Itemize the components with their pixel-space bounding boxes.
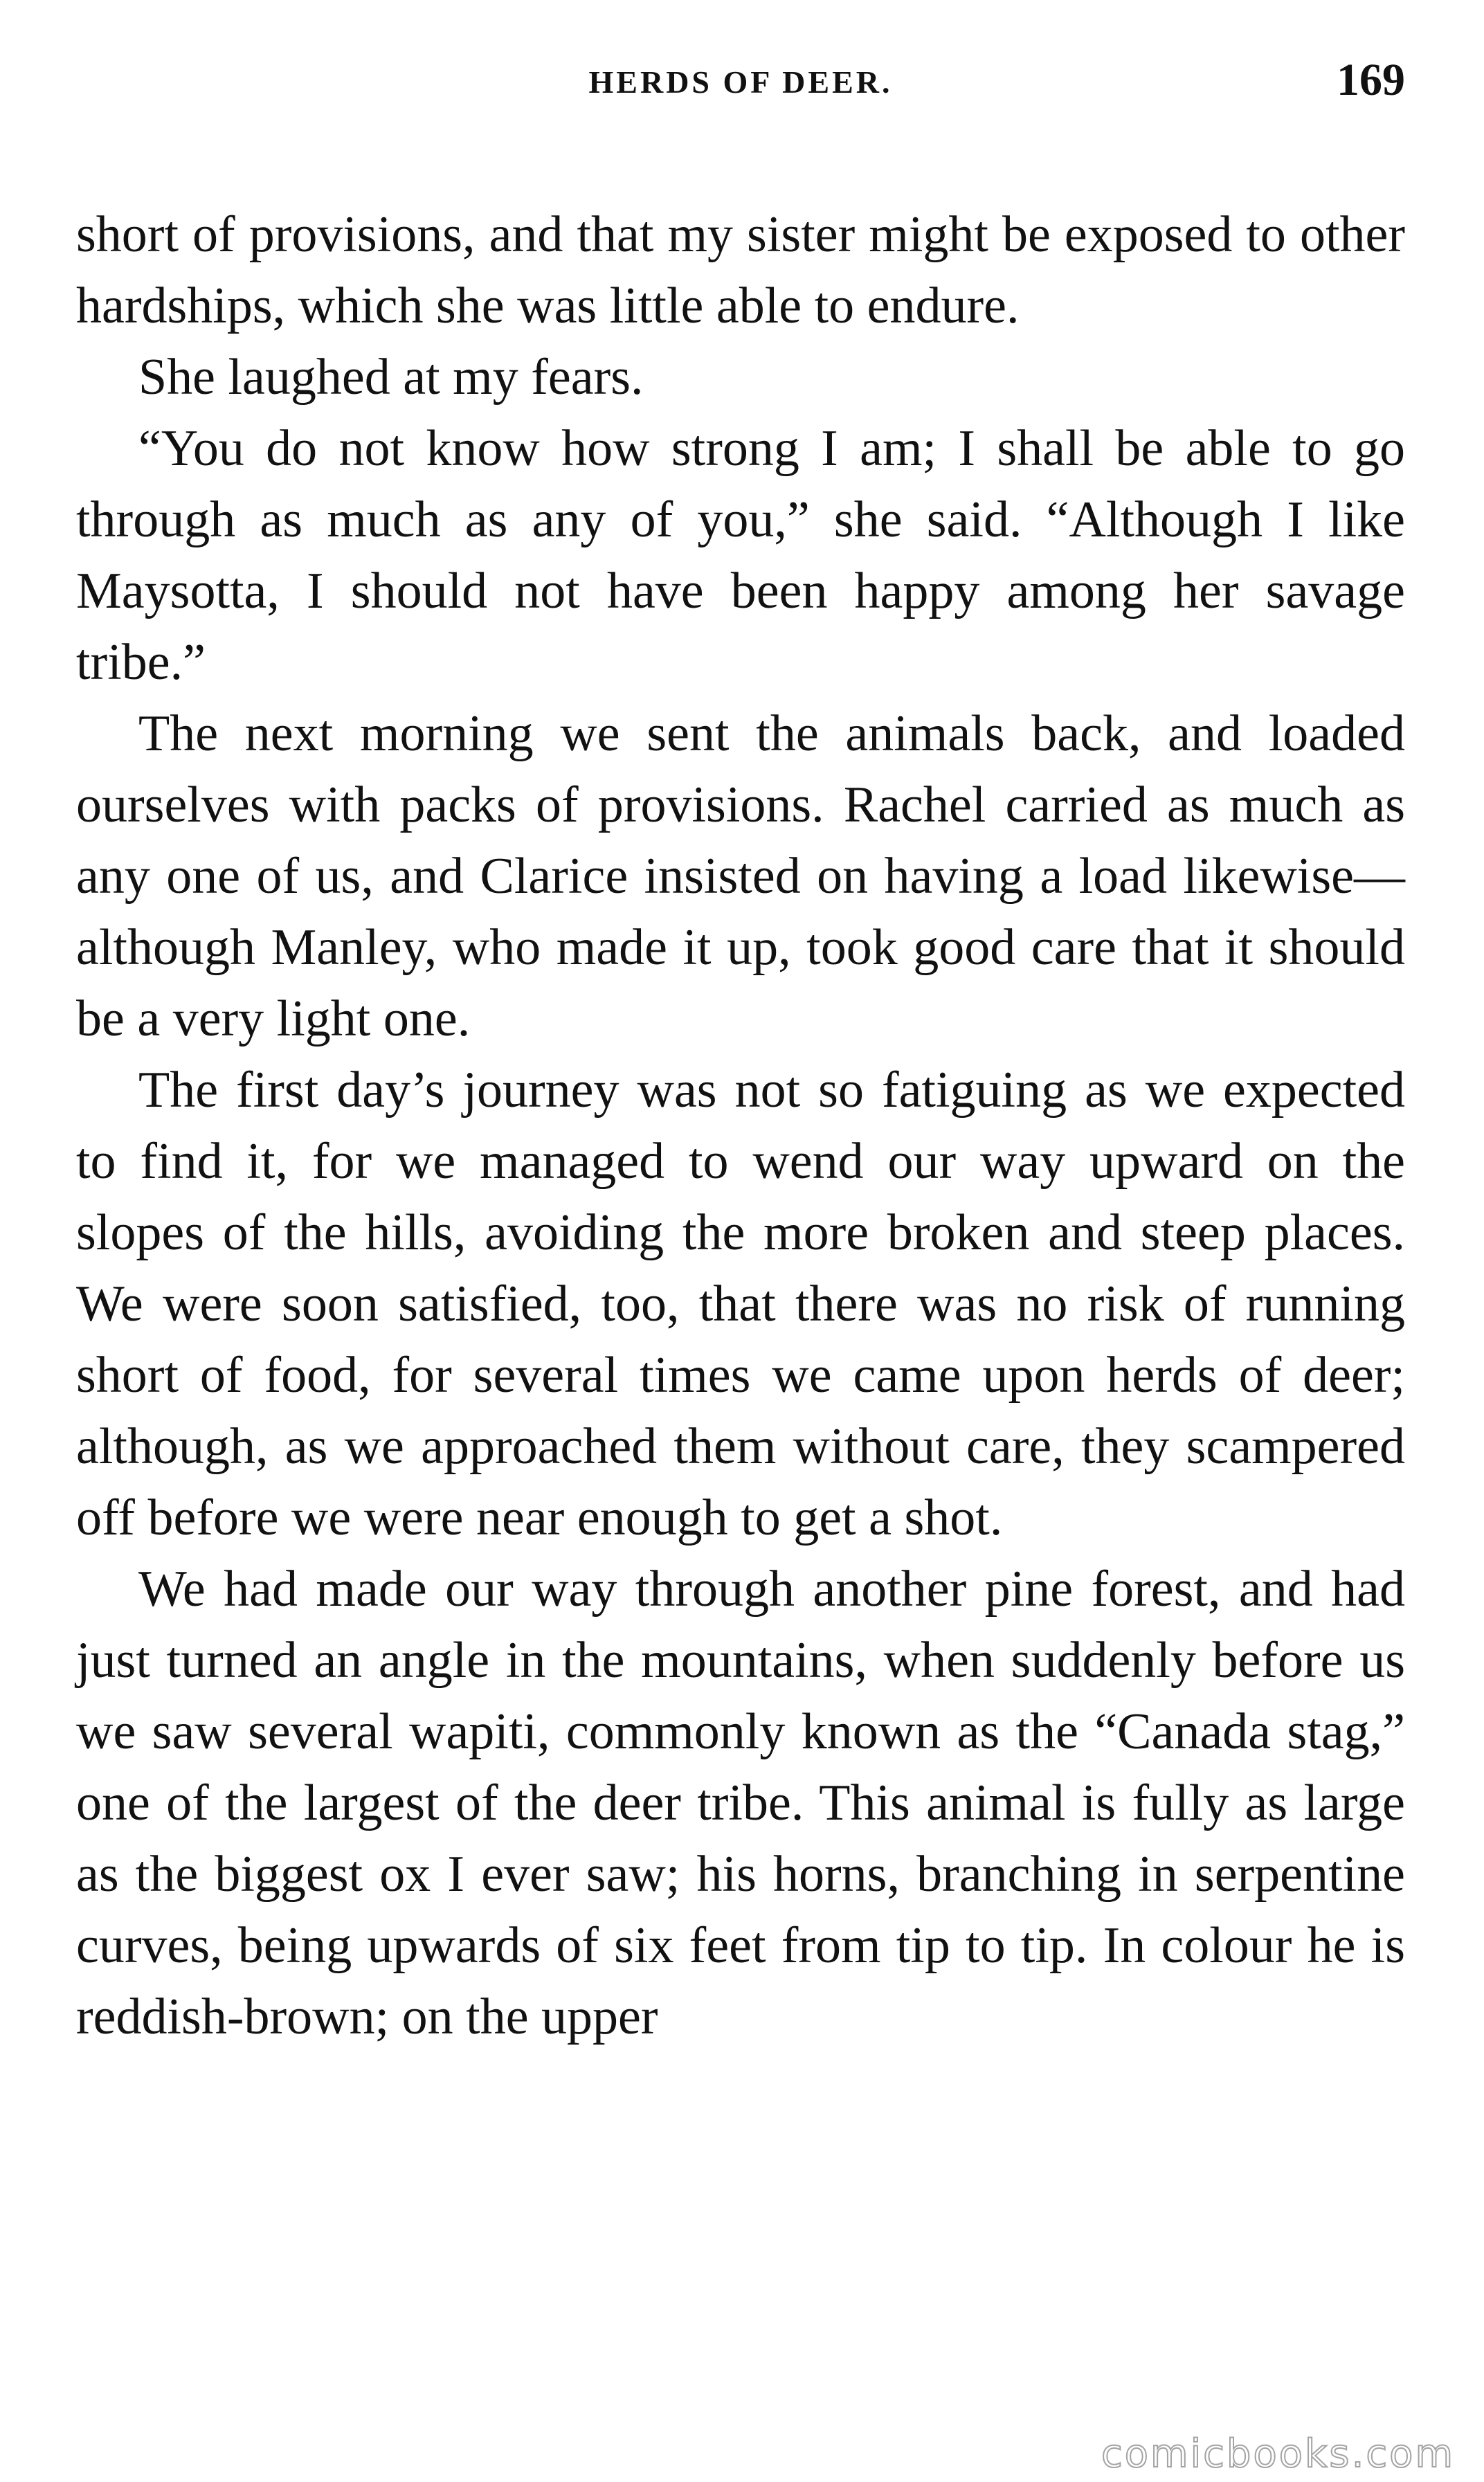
paragraph: The first day’s journey was not so fatiguing as we expected to find it, for we managed to wend our way upward on the slopes of the hills, avoiding the more broken and steep places. We were soon satisfied, too, that there was no risk of running short of food, for several times we came upon herds of deer; although, as we approached them without care, they scampered off before we were near enough to get a shot.: [76, 1062, 1405, 1546]
book-page: [76, 48, 1405, 2053]
watermark: comicbooks.com: [1101, 2431, 1455, 2476]
page-header: [76, 48, 1405, 132]
paragraph: short of provisions, and that my sister might be exposed to other hardships, which she was little able to endure.: [76, 206, 1405, 334]
paragraph: We had made our way through another pine forest, and had just turned an angle in the mountains, when suddenly before us we saw several wapiti, commonly known as the “Canada stag,” one of the largest of the deer tribe. This animal is fully as large as the biggest ox I ever saw; his horns, branching in serpentine curves, being upwards of six feet from tip to tip. In colour he is reddish-brown; on the upper: [76, 1561, 1405, 2045]
paragraph: The next morning we sent the animals back, and loaded ourselves with packs of provisions. Rachel carried as much as any one of us, and Clarice insisted on having a load likewise—although Manley, who made it up, took good care that it should be a very light one.: [76, 705, 1405, 1047]
body-text: [76, 199, 1405, 2053]
running-head: HERDS OF DEER.: [588, 64, 893, 100]
page-number: 169: [1337, 55, 1405, 105]
paragraph: “You do not know how strong I am; I shall be able to go through as much as any of you,” she said. “Although I like Maysotta, I should not have been happy among her savage tribe.”: [76, 420, 1405, 691]
paragraph: She laughed at my fears.: [138, 349, 644, 406]
